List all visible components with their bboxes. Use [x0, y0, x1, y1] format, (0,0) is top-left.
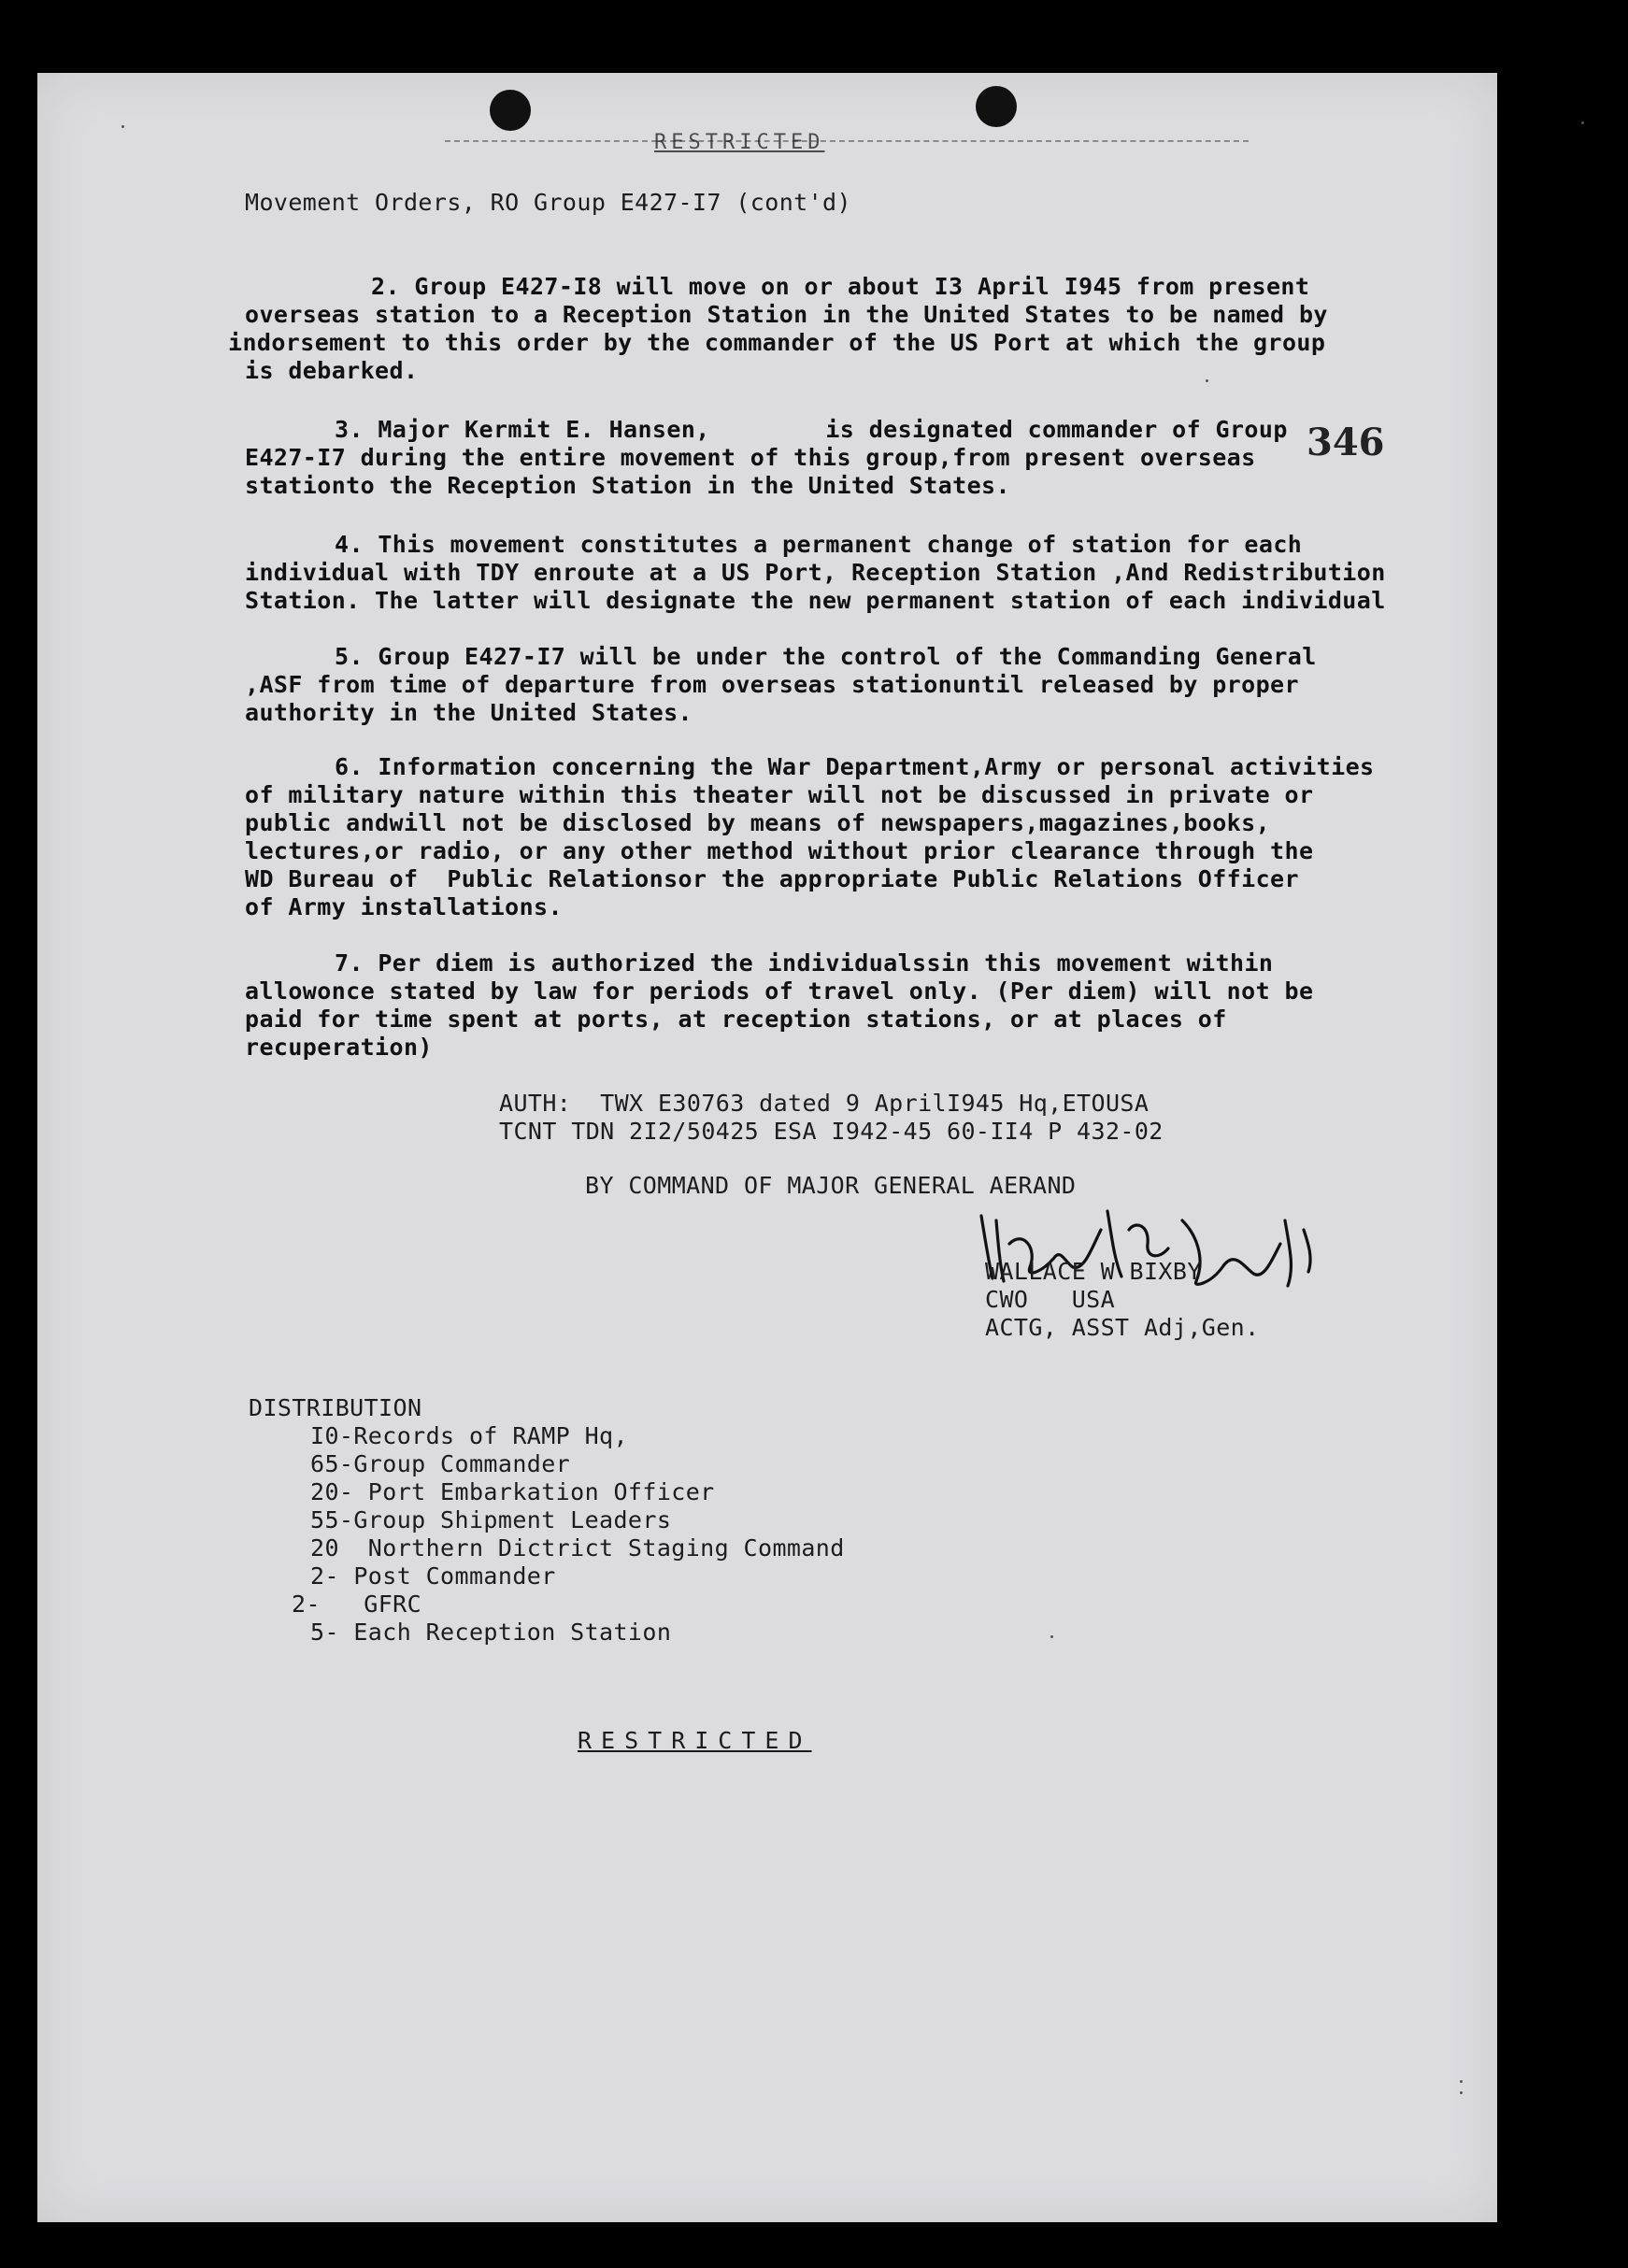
- paragraph-6-line-2: of military nature within this theater will not be discussed in private or: [245, 781, 1314, 808]
- restricted-stamp-header: RESTRICTED: [654, 131, 825, 154]
- paragraph-3-line-3: stationto the Reception Station in the United States.: [245, 472, 1010, 499]
- paragraph-6-line-4: lectures,or radio, or any other method without prior clearance through the: [245, 837, 1314, 864]
- paragraph-5-line-2: ,ASF from time of departure from overseas stationuntil released by proper: [245, 671, 1299, 698]
- page-number: 346: [1307, 421, 1385, 464]
- paragraph-2-line-4: is debarked.: [245, 357, 419, 384]
- paragraph-5-line-1: 5. Group E427-I7 will be under the control of the Commanding General: [335, 643, 1317, 670]
- paragraph-7-line-2: allowonce stated by law for periods of travel only. (Per diem) will not be: [245, 977, 1314, 1005]
- paragraph-5-line-3: authority in the United States.: [245, 699, 693, 726]
- speck: [1206, 379, 1208, 382]
- signer-title: ACTG, ASST Adj,Gen.: [985, 1314, 1260, 1341]
- paragraph-3-line-2: E427-I7 during the entire movement of this group,from present overseas: [245, 444, 1256, 471]
- speck: [1460, 2091, 1463, 2094]
- paragraph-6-line-3: public andwill not be disclosed by means of newspapers,magazines,books,: [245, 809, 1271, 836]
- paragraph-4-line-1: 4. This movement constitutes a permanent change of station for each: [335, 531, 1303, 558]
- paragraph-6-line-5: WD Bureau of Public Relationsor the appropriate Public Relations Officer: [245, 865, 1299, 892]
- paragraph-4-line-2: individual with TDY enroute at a US Port, Reception Station ,And Redistribution: [245, 559, 1386, 586]
- command-line: BY COMMAND OF MAJOR GENERAL AERAND: [585, 1172, 1077, 1199]
- distribution-item: 20 Northern Dictrict Staging Command: [310, 1534, 845, 1562]
- signer-name: WALLACE W BIXBY: [985, 1258, 1202, 1285]
- speck: [1460, 2080, 1463, 2083]
- paragraph-4-line-3: Station. The latter will designate the new permanent station of each individual: [245, 587, 1386, 614]
- punch-hole-right: [976, 86, 1017, 127]
- distribution-item: 2- GFRC: [292, 1590, 422, 1618]
- paragraph-7-line-3: paid for time spent at ports, at reception stations, or at places of: [245, 1006, 1227, 1033]
- document-title: Movement Orders, RO Group E427-I7 (cont'd): [245, 189, 851, 216]
- auth-line-2: TCNT TDN 2I2/50425 ESA I942-45 60-II4 P 432-02: [499, 1118, 1164, 1145]
- signer-rank: CWO USA: [985, 1286, 1116, 1313]
- punch-hole-left: [490, 90, 531, 131]
- speck: [1050, 1635, 1053, 1638]
- paragraph-3-line-1: 3. Major Kermit E. Hansen, is designated commander of Group: [335, 416, 1288, 443]
- paragraph-2-line-1: 2. Group E427-I8 will move on or about I3 April I945 from present: [371, 273, 1310, 300]
- distribution-heading: DISTRIBUTION: [249, 1394, 422, 1421]
- distribution-item: 65-Group Commander: [310, 1450, 571, 1477]
- paragraph-6-line-6: of Army installations.: [245, 893, 563, 920]
- restricted-footer: RESTRICTED: [578, 1727, 812, 1754]
- paragraph-7-line-1: 7. Per diem is authorized the individualssin this movement within: [335, 949, 1274, 977]
- distribution-item: 20- Port Embarkation Officer: [310, 1478, 715, 1505]
- distribution-item: 2- Post Commander: [310, 1562, 556, 1590]
- paragraph-7-line-4: recuperation): [245, 1034, 433, 1061]
- paragraph-6-line-1: 6. Information concerning the War Department,Army or personal activities: [335, 753, 1375, 780]
- speck: [121, 125, 124, 128]
- distribution-item: 5- Each Reception Station: [310, 1619, 672, 1646]
- distribution-item: I0-Records of RAMP Hq,: [310, 1422, 628, 1449]
- auth-line-1: AUTH: TWX E30763 dated 9 AprilI945 Hq,ETOUSA: [499, 1090, 1150, 1117]
- document-page: [37, 73, 1497, 2222]
- paragraph-2-line-2: overseas station to a Reception Station in the United States to be named by: [245, 301, 1328, 328]
- paragraph-2-line-3: indorsement to this order by the commander of the US Port at which the group: [228, 329, 1326, 356]
- distribution-item: 55-Group Shipment Leaders: [310, 1506, 672, 1533]
- top-dashed-rule: [445, 140, 1249, 142]
- speck: [1581, 121, 1584, 124]
